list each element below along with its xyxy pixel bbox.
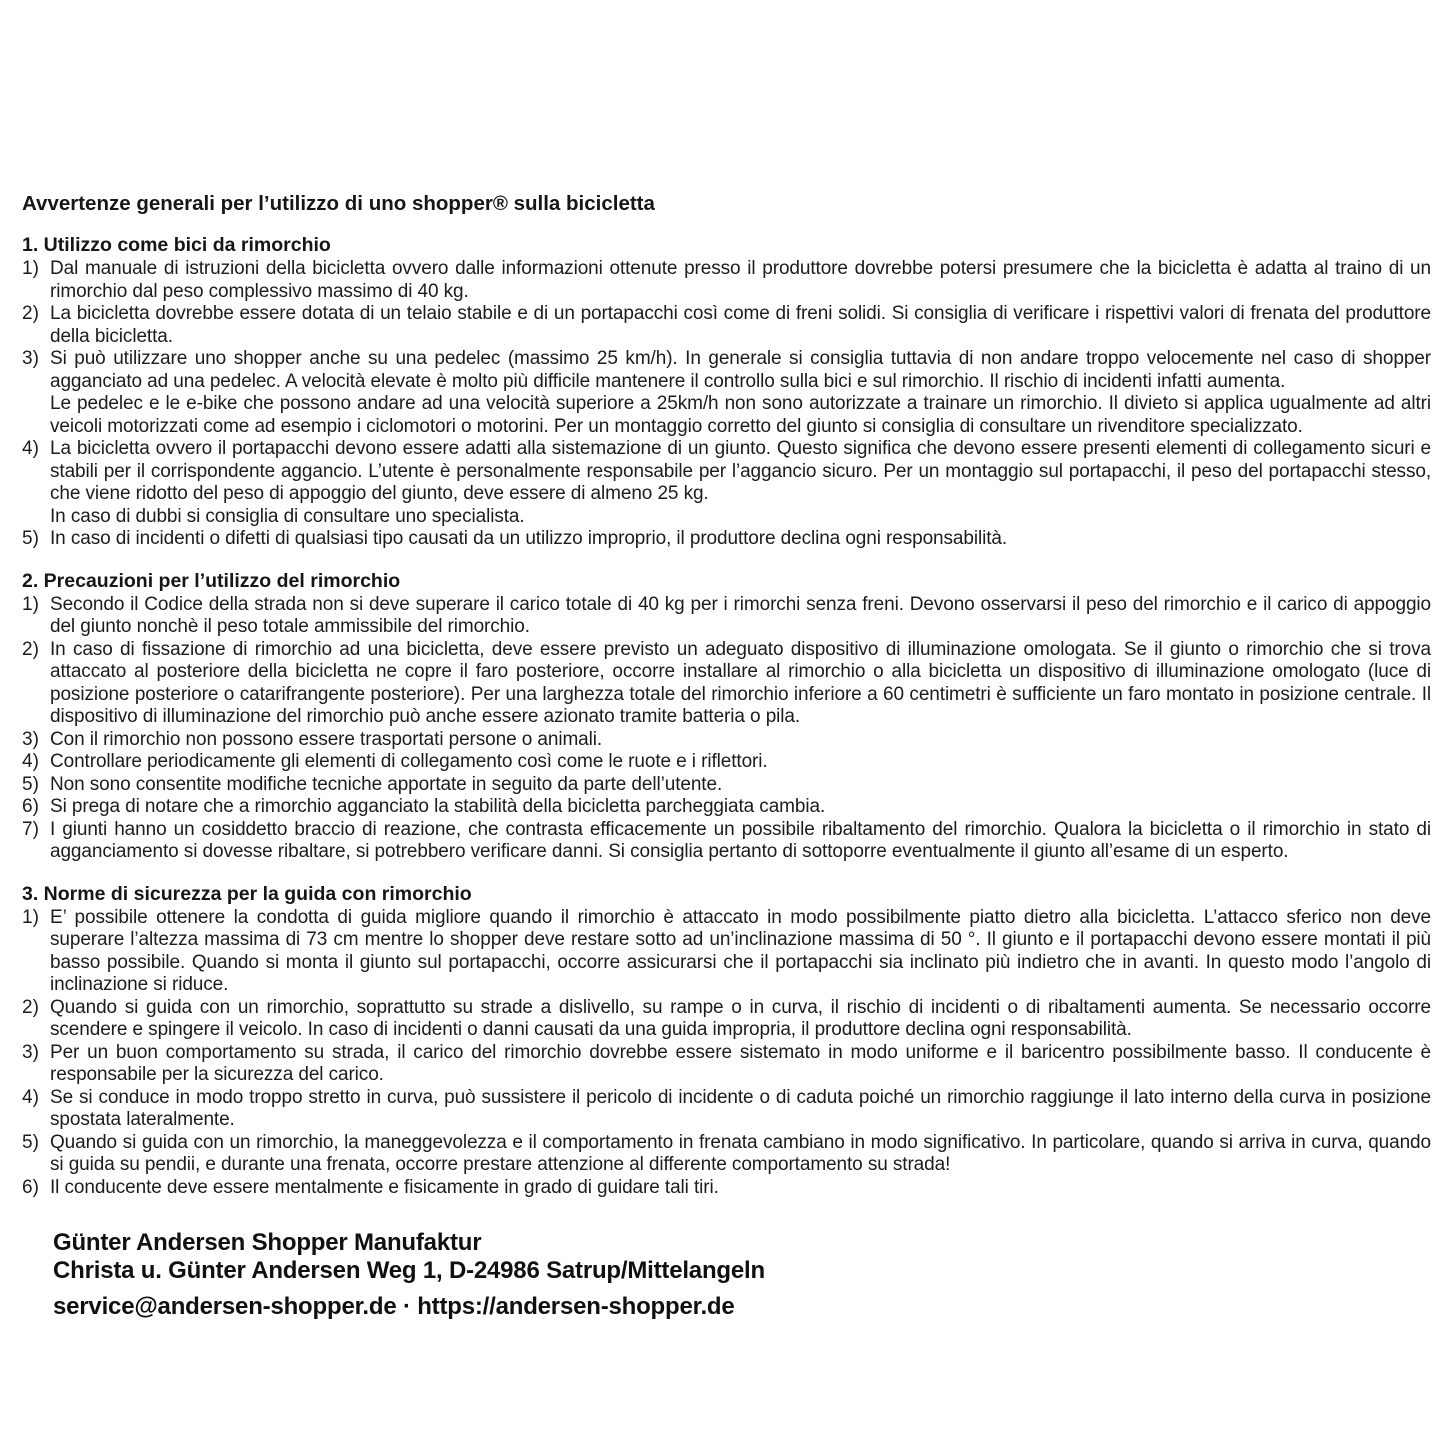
item-number: 5) <box>22 1131 39 1153</box>
item-number: 1) <box>22 593 39 615</box>
item-number: 2) <box>22 638 39 660</box>
item-number: 6) <box>22 1176 39 1198</box>
item-text: La bicicletta ovvero il portapacchi devono essere adatti alla sistemazione di un giunto. Questo significa che devono essere presenti elementi di collegamento sicuri e stabili per il corrispondente aggancio. L’utente è personalmente responsabile per l’aggancio sicuro. Per un montaggio sul portapacchi, il peso del portapacchi stesso, che viene ridotto del peso di appoggio del giunto, deve essere di almeno 25 kg. <box>50 438 1431 504</box>
item-number: 4) <box>22 438 39 459</box>
list-item <box>22 997 1431 1042</box>
item-text: Dal manuale di istruzioni della bicicletta ovvero dalle informazioni ottenute presso il produttore dovrebbe potersi presumere che la bicicletta è adatta al traino di un rimorchio dal peso complessivo massimo di 40 kg. <box>50 258 1431 302</box>
list-item <box>22 594 1431 639</box>
item-number: 1) <box>22 906 39 928</box>
item-number: 5) <box>22 773 39 795</box>
page-title: Avvertenze generali per l’utilizzo di uno shopper® sulla bicicletta <box>22 192 655 215</box>
list-item <box>22 1132 1431 1177</box>
list-item <box>22 303 1431 348</box>
item-number: 3) <box>22 348 39 369</box>
list-item <box>22 1087 1431 1132</box>
item-text: Non sono consentite modifiche tecniche apportate in seguito da parte dell’utente. <box>50 773 723 795</box>
item-text: Le pedelec e le e-bike che possono andare ad una velocità superiore a 25km/h non sono autorizzate a trainare un rimorchio. Il divieto si applica ugualmente ad altri veicoli motorizzati come ad esempio i ciclomotori o motorini. Per un montaggio corretto del giunto si consiglia di consultare un rivenditore specializzato. <box>50 393 1431 437</box>
list-item <box>22 1042 1431 1087</box>
item-text: Il conducente deve essere mentalmente e fisicamente in grado di guidare tali tiri. <box>50 1176 719 1198</box>
item-number: 4) <box>22 751 39 772</box>
item-number: 3) <box>22 1041 39 1063</box>
list-item <box>22 774 1431 797</box>
item-text: Quando si guida con un rimorchio, la maneggevolezza e il comportamento in frenata cambiano in modo significativo. In particolare, quando si arriva in curva, quando si guida su pendii, e durante una frenata, occorre prestare attenzione al differente comportamento su strada! <box>50 1131 1431 1175</box>
item-text: I giunti hanno un cosiddetto braccio di reazione, che contrasta efficacemente un possibile ribaltamento del rimorchio. Qualora la bicicletta o il rimorchio in stato di agganciamento si dovesse ribaltare, si potrebbero verificare danni. Si consiglia pertanto di sottoporre eventualmente il giunto all’esame di un esperto. <box>50 818 1431 862</box>
item-text: Quando si guida con un rimorchio, soprattutto su strade a dislivello, su rampe o in curva, il rischio di incidenti o di ribaltamenti aumenta. Se necessario occorre scendere e spingere il veicolo. In caso di incidenti o danni causati da una guida impropria, il produttore declina ogni responsabilità. <box>50 996 1431 1040</box>
section-utilizzo <box>22 234 1431 551</box>
item-number: 6) <box>22 796 39 817</box>
company-contact: service@andersen-shopper.de · https://andersen-shopper.de <box>53 1293 735 1320</box>
list-item <box>22 348 1431 438</box>
item-text: In caso di fissazione di rimorchio ad una bicicletta, deve essere previsto un adeguato dispositivo di illuminazione omologata. Se il giunto o rimorchio che si trova attaccato al posteriore della bicicletta ne copre il faro posteriore, occorre installare al rimorchio o alla bicicletta un dispositivo di illuminazione omologato (luce di posizione posteriore o catarifrangente posteriore). Per una larghezza totale del rimorchio inferiore a 60 centimetri è sufficiente un faro montato in posizione centrale. Il dispositivo di illuminazione del rimorchio può anche essere azionato tramite batteria o pila. <box>50 638 1431 727</box>
item-text: Per un buon comportamento su strada, il carico del rimorchio dovrebbe essere sistemato in modo uniforme e il baricentro possibilmente basso. Il conducente è responsabile per la sicurezza del carico. <box>50 1041 1431 1085</box>
item-number: 3) <box>22 728 39 750</box>
section-heading: 2. Precauzioni per l’utilizzo del rimorchio <box>22 569 401 592</box>
item-number: 2) <box>22 303 39 324</box>
item-number: 4) <box>22 1086 39 1108</box>
list-item <box>22 1177 1431 1200</box>
list-item <box>22 796 1431 819</box>
list-item <box>22 639 1431 729</box>
item-text: In caso di dubbi si consiglia di consultare uno specialista. <box>50 505 525 527</box>
list-item <box>22 729 1431 752</box>
section-precauzioni <box>22 570 1431 864</box>
section-norme-sicurezza <box>22 883 1431 1200</box>
item-text: In caso di incidenti o difetti di qualsiasi tipo causati da un utilizzo improprio, il produttore declina ogni responsabilità. <box>50 528 1008 549</box>
list-item <box>22 819 1431 864</box>
item-text: Con il rimorchio non possono essere trasportati persone o animali. <box>50 728 603 750</box>
item-text: La bicicletta dovrebbe essere dotata di un telaio stabile e di un portapacchi così come di freni solidi. Si consiglia di verificare i rispettivi valori di frenata del produttore della bicicletta. <box>50 303 1431 347</box>
footer <box>53 1229 1431 1321</box>
section-heading: 3. Norme di sicurezza per la guida con rimorchio <box>22 882 472 905</box>
item-text: E’ possibile ottenere la condotta di guida migliore quando il rimorchio è attaccato in modo possibilmente piatto dietro alla bicicletta. L’attacco sferico non deve superare l’altezza massima di 73 cm mentre lo shopper deve restare sotto ad un’inclinazione massima di 50 °. Il giunto e il portapacchi devono essere montati il più basso possibile. Quando si monta il giunto sul portapacchi, occorre assicurarsi che il portapacchi sia inclinato più indietro che in avanti. In questo modo l’angolo di inclinazione si riduce. <box>50 906 1431 995</box>
company-name: Günter Andersen Shopper Manufaktur <box>53 1229 482 1256</box>
item-text: Controllare periodicamente gli elementi di collegamento così come le ruote e i riflettori. <box>50 751 768 772</box>
item-number: 1) <box>22 258 39 279</box>
list-item <box>22 751 1431 774</box>
item-text: Se si conduce in modo troppo stretto in curva, può sussistere il pericolo di incidente o di caduta poiché un rimorchio raggiunge il lato interno della curva in posizione spostata lateralmente. <box>50 1086 1431 1130</box>
list-item <box>22 438 1431 528</box>
item-number: 7) <box>22 818 39 840</box>
item-text: Secondo il Codice della strada non si deve superare il carico totale di 40 kg per i rimorchi senza freni. Devono osservarsi il peso del rimorchio e il carico di appoggio del giunto nonchè il peso totale ammissibile del rimorchio. <box>50 593 1431 637</box>
section-heading: 1. Utilizzo come bici da rimorchio <box>22 234 331 256</box>
item-number: 2) <box>22 996 39 1018</box>
item-text: Si prega di notare che a rimorchio agganciato la stabilità della bicicletta parcheggiata cambia. <box>50 796 826 817</box>
list-item <box>22 907 1431 997</box>
list-item <box>22 528 1431 551</box>
item-number: 5) <box>22 528 39 549</box>
company-address: Christa u. Günter Andersen Weg 1, D-24986 Satrup/Mittelangeln <box>53 1256 765 1284</box>
item-text: Si può utilizzare uno shopper anche su una pedelec (massimo 25 km/h). In generale si consiglia tuttavia di non andare troppo velocemente nel caso di shopper agganciato ad una pedelec. A velocità elevate è molto più difficile mantenere il controllo sulla bici e sul rimorchio. Il rischio di incidenti infatti aumenta. <box>50 348 1431 392</box>
list-item <box>22 258 1431 303</box>
